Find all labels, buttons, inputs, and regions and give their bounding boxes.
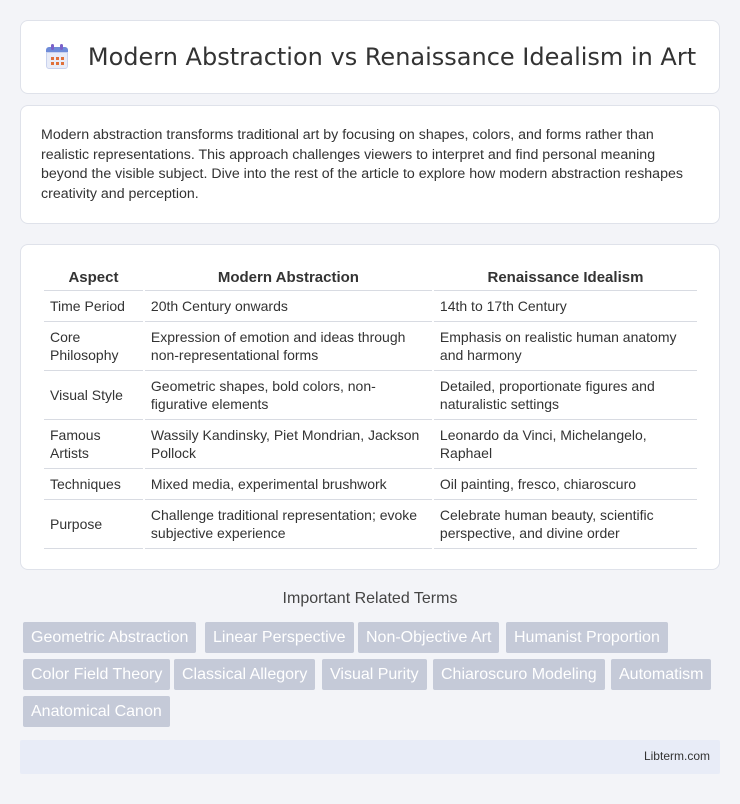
intro-card: [20, 105, 720, 224]
table-cell: Visual Style: [44, 371, 143, 420]
table-row: [44, 322, 697, 371]
intro-text: Modern abstraction transforms traditional art by focusing on shapes, colors, and forms rather than realistic representations. This approach challenges viewers to interpret and find personal meaning beyond the visible subject. Dive into the rest of the article to explore how modern abstraction reshapes creativity and perception.: [41, 127, 683, 202]
table-cell: Celebrate human beauty, scientific perspective, and divine order: [434, 500, 697, 549]
related-term-tag[interactable]: Chiaroscuro Modeling: [433, 659, 605, 690]
table-cell: Emphasis on realistic human anatomy and harmony: [434, 322, 697, 371]
related-term-tag[interactable]: Humanist Proportion: [506, 622, 668, 653]
table-cell: Mixed media, experimental brushwork: [145, 469, 432, 500]
table-cell: Wassily Kandinsky, Piet Mondrian, Jackson Pollock: [145, 420, 432, 469]
table-cell: 14th to 17th Century: [434, 291, 697, 322]
table-cell: Oil painting, fresco, chiaroscuro: [434, 469, 697, 500]
table-row: [44, 291, 697, 322]
table-cell: Famous Artists: [44, 420, 143, 469]
column-header: Aspect: [44, 265, 143, 291]
table-cell: Challenge traditional representation; evoke subjective experience: [145, 500, 432, 549]
related-term-tag[interactable]: Automatism: [611, 659, 711, 690]
table-row: [44, 500, 697, 549]
related-term-tag[interactable]: Non-Objective Art: [358, 622, 499, 653]
table-cell: Expression of emotion and ideas through non-representational forms: [145, 322, 432, 371]
table-cell: Geometric shapes, bold colors, non-figurative elements: [145, 371, 432, 420]
table-row: [44, 469, 697, 500]
related-terms-heading: Important Related Terms: [282, 590, 458, 607]
related-term-tag[interactable]: Classical Allegory: [174, 659, 315, 690]
table-cell: Time Period: [44, 291, 143, 322]
table-cell: Core Philosophy: [44, 322, 143, 371]
related-term-tag[interactable]: Linear Perspective: [205, 622, 354, 653]
related-term-tag[interactable]: Color Field Theory: [23, 659, 170, 690]
table-header-row: [44, 265, 697, 291]
table-cell: Detailed, proportionate figures and naturalistic settings: [434, 371, 697, 420]
related-term-tag[interactable]: Geometric Abstraction: [23, 622, 196, 653]
column-header: Modern Abstraction: [145, 265, 432, 291]
footer: [20, 740, 720, 774]
comparison-table-card: [20, 244, 720, 570]
table-cell: 20th Century onwards: [145, 291, 432, 322]
table-row: [44, 371, 697, 420]
column-header: Renaissance Idealism: [434, 265, 697, 291]
table-cell: Techniques: [44, 469, 143, 500]
page-title: Modern Abstraction vs Renaissance Idealism in Art: [87, 43, 697, 71]
comparison-table: [42, 265, 699, 549]
footer-site-link[interactable]: Libterm.com: [643, 749, 710, 763]
related-term-tag[interactable]: Anatomical Canon: [23, 696, 170, 727]
table-cell: Purpose: [44, 500, 143, 549]
table-row: [44, 420, 697, 469]
title-card: [20, 20, 720, 94]
related-term-tag[interactable]: Visual Purity: [322, 659, 427, 690]
table-cell: Leonardo da Vinci, Michelangelo, Raphael: [434, 420, 697, 469]
calendar-icon: [44, 44, 70, 70]
